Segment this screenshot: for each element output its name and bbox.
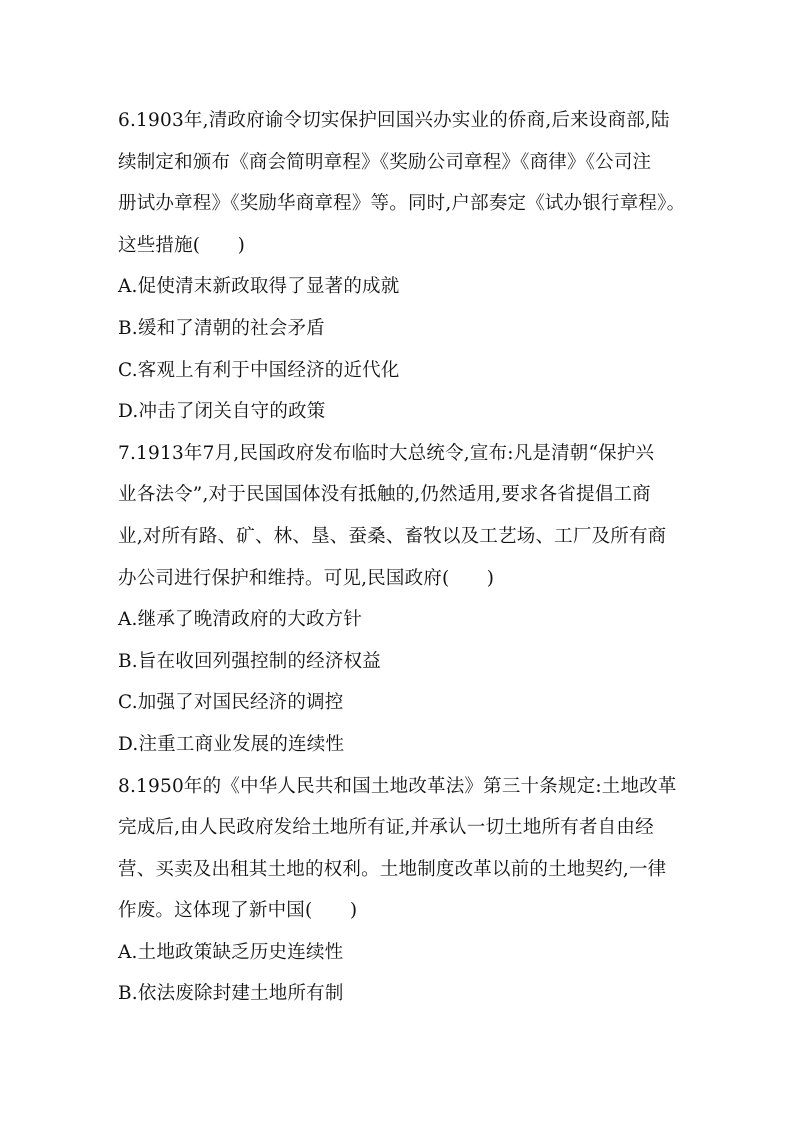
question-8-option-a: A.土地政策缺乏历史连续性 [118,941,344,963]
question-8-stem-line-3: 营、买卖及出租其土地的权利。土地制度改革以前的土地契约,一律 [118,858,667,880]
question-8-stem-line-2: 完成后,由人民政府发给土地所有证,并承认一切土地所有者自由经 [118,817,654,839]
question-6-stem-line-3: 册试办章程》《奖励华商章程》等。同时,户部奏定《试办银行章程》。 [118,193,686,215]
question-6-option-a: A.促使清末新政取得了显著的成就 [118,276,400,298]
question-6-stem-line-1: 6.1903年,清政府谕令切实保护回国兴办实业的侨商,后来设商部,陆 [118,110,670,131]
question-6 [118,100,718,433]
question-7-option-c: C.加强了对国民经济的调控 [118,692,344,714]
question-8-stem-line-4: 作废。这体现了新中国( ) [118,900,358,922]
question-6-stem-line-2: 续制定和颁布《商会简明章程》《奖励公司章程》《商律》《公司注 [118,151,652,173]
question-8 [118,766,718,1016]
question-6-option-d: D.冲击了闭关自守的政策 [118,401,326,423]
question-7 [118,433,718,766]
question-7-stem-line-4: 办公司进行保护和维持。可见,民国政府( ) [118,567,495,589]
question-7-option-d: D.注重工商业发展的连续性 [118,733,345,755]
question-6-stem-line-4: 这些措施( ) [118,234,246,256]
document-page [118,100,718,1015]
question-7-stem-line-2: 业各法令”,对于民国国体没有抵触的,仍然适用,要求各省提倡工商 [118,484,651,506]
question-6-option-b: B.缓和了清朝的社会矛盾 [118,317,325,339]
question-8-option-b: B.依法废除封建土地所有制 [118,983,344,1005]
question-7-option-b: B.旨在收回列强控制的经济权益 [118,650,381,672]
question-8-stem-line-1: 8.1950年的《中华人民共和国土地改革法》第三十条规定:土地改革 [118,775,677,797]
question-6-option-c: C.客观上有利于中国经济的近代化 [118,359,400,381]
question-7-stem-line-3: 业,对所有路、矿、林、垦、蚕桑、畜牧以及工艺场、工厂及所有商 [118,525,667,547]
question-7-option-a: A.继承了晚清政府的大政方针 [118,609,363,631]
question-7-stem-line-1: 7.1913年7月,民国政府发布临时大总统令,宣布:凡是清朝“保护兴 [118,442,655,464]
